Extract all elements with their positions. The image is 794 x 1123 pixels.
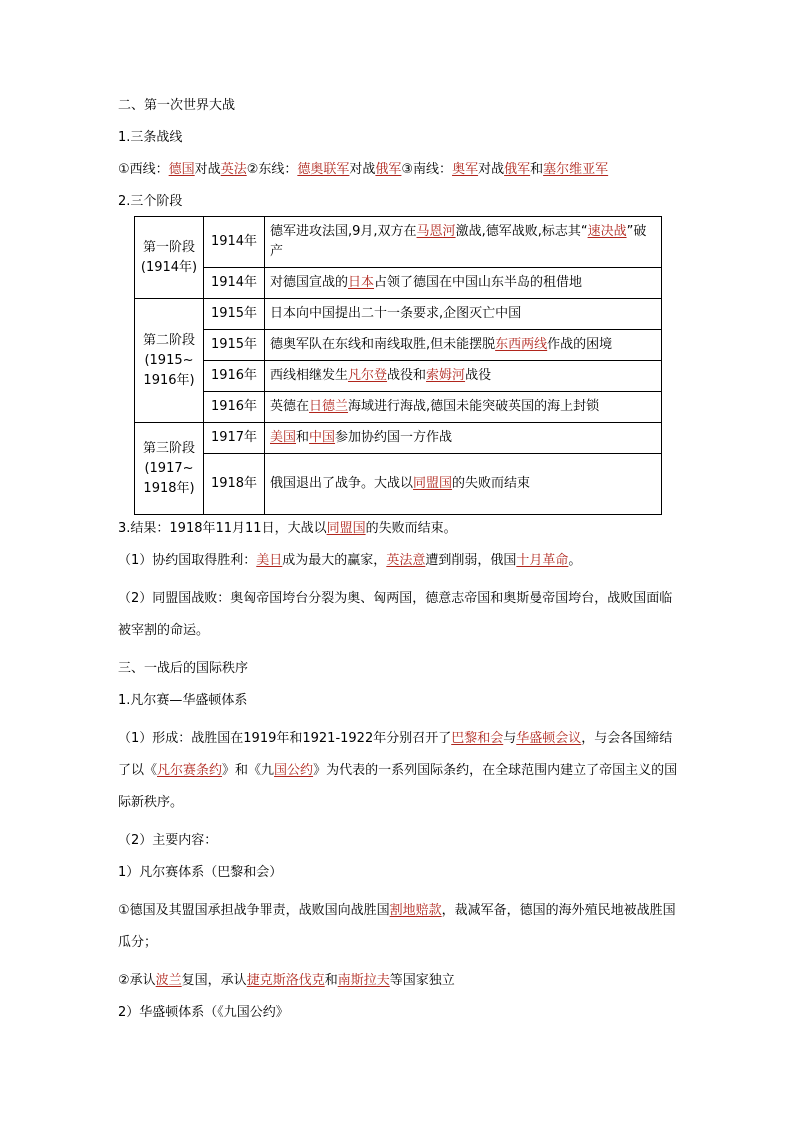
kw-russian-army: 俄军 — [375, 162, 402, 177]
event-cell: 英德在日德兰海域进行海战,德国未能突破英国的海上封锁 — [265, 392, 662, 423]
year-cell: 1917年 — [204, 423, 265, 454]
table-row — [135, 392, 662, 423]
formation-paragraph: （1）形成：战胜国在1919年和1921-1922年分别召开了巴黎和会与华盛顿会议，与会各国缔结了以《凡尔赛条约》和《九国公约》为代表的一系列国际条约，在全球范围内建立了帝国主义的国际新秩序。 — [118, 731, 678, 810]
table-row — [135, 217, 662, 268]
result-central-powers: （2）同盟国战败：奥匈帝国垮台分裂为奥、匈两国，德意志帝国和奥斯曼帝国垮台，战败国面临被宰割的命运。 — [118, 591, 673, 638]
stages-title: 2.三个阶段 — [118, 194, 183, 209]
table-row — [135, 423, 662, 454]
event-cell: 德奥军队在东线和南线取胜,但未能摆脱东西两线作战的困境 — [265, 330, 662, 361]
content-title: （2）主要内容： — [118, 833, 218, 848]
fronts-title: 1.三条战线 — [118, 130, 183, 145]
event-cell: 对德国宣战的日本占领了德国在中国山东半岛的租借地 — [265, 268, 662, 299]
versailles-item-1: ①德国及其盟国承担战争罪责，战败国向战胜国割地赔款，裁减军备，德国的海外殖民地被战胜国瓜分； — [118, 903, 676, 950]
table-row — [135, 330, 662, 361]
kw-german-austrian-army: 德奥联军 — [297, 162, 350, 177]
fronts-line: ①西线：德国对战英法②东线：德奥联军对战俄军③南线：奥军对战俄军和塞尔维亚军 — [118, 162, 609, 177]
event-cell: 德军进攻法国,9月,双方在马恩河激战,德军战败,标志其“速决战”破产 — [265, 217, 662, 268]
kw-britain-france: 英法 — [220, 162, 247, 177]
phase-2-cell: 第二阶段 (1915~ 1916年) — [135, 299, 204, 423]
phase-3-cell: 第三阶段 (1917~ 1918年) — [135, 423, 204, 515]
result-entente: （1）协约国取得胜利：美日成为最大的赢家，英法意遭到削弱，俄国十月革命。 — [118, 553, 582, 568]
table-row — [135, 299, 662, 330]
kw-russian-army-2: 俄军 — [504, 162, 531, 177]
washington-title: 2）华盛顿体系（《九国公约》 — [118, 1005, 289, 1020]
year-cell: 1918年 — [204, 454, 265, 515]
kw-serbian-army: 塞尔维亚军 — [543, 162, 609, 177]
section-3-title: 三、一战后的国际秩序 — [118, 661, 249, 676]
year-cell: 1914年 — [204, 268, 265, 299]
year-cell: 1915年 — [204, 330, 265, 361]
kw-austrian-army: 奥军 — [452, 162, 479, 177]
event-cell: 俄国退出了战争。大战以同盟国的失败而结束 — [265, 454, 662, 515]
stages-table — [134, 216, 662, 515]
year-cell: 1914年 — [204, 217, 265, 268]
event-cell: 西线相继发生凡尔登战役和索姆河战役 — [265, 361, 662, 392]
event-cell: 美国和中国参加协约国一方作战 — [265, 423, 662, 454]
section-2-title: 二、第一次世界大战 — [118, 98, 236, 113]
document-body — [118, 96, 678, 1023]
table-row — [135, 361, 662, 392]
system-title: 1.凡尔赛—华盛顿体系 — [118, 693, 248, 708]
versailles-title: 1）凡尔赛体系（巴黎和会） — [118, 865, 283, 880]
year-cell: 1916年 — [204, 392, 265, 423]
table-row — [135, 268, 662, 299]
kw-germany: 德国 — [168, 162, 195, 177]
year-cell: 1916年 — [204, 361, 265, 392]
table-row — [135, 454, 662, 515]
event-cell: 日本向中国提出二十一条要求,企图灭亡中国 — [265, 299, 662, 330]
versailles-item-2: ②承认波兰复国，承认捷克斯洛伐克和南斯拉夫等国家独立 — [118, 973, 455, 988]
result-line: 3.结果：1918年11月11日，大战以同盟国的失败而结束。 — [118, 521, 457, 536]
phase-1-cell: 第一阶段 (1914年) — [135, 217, 204, 299]
year-cell: 1915年 — [204, 299, 265, 330]
